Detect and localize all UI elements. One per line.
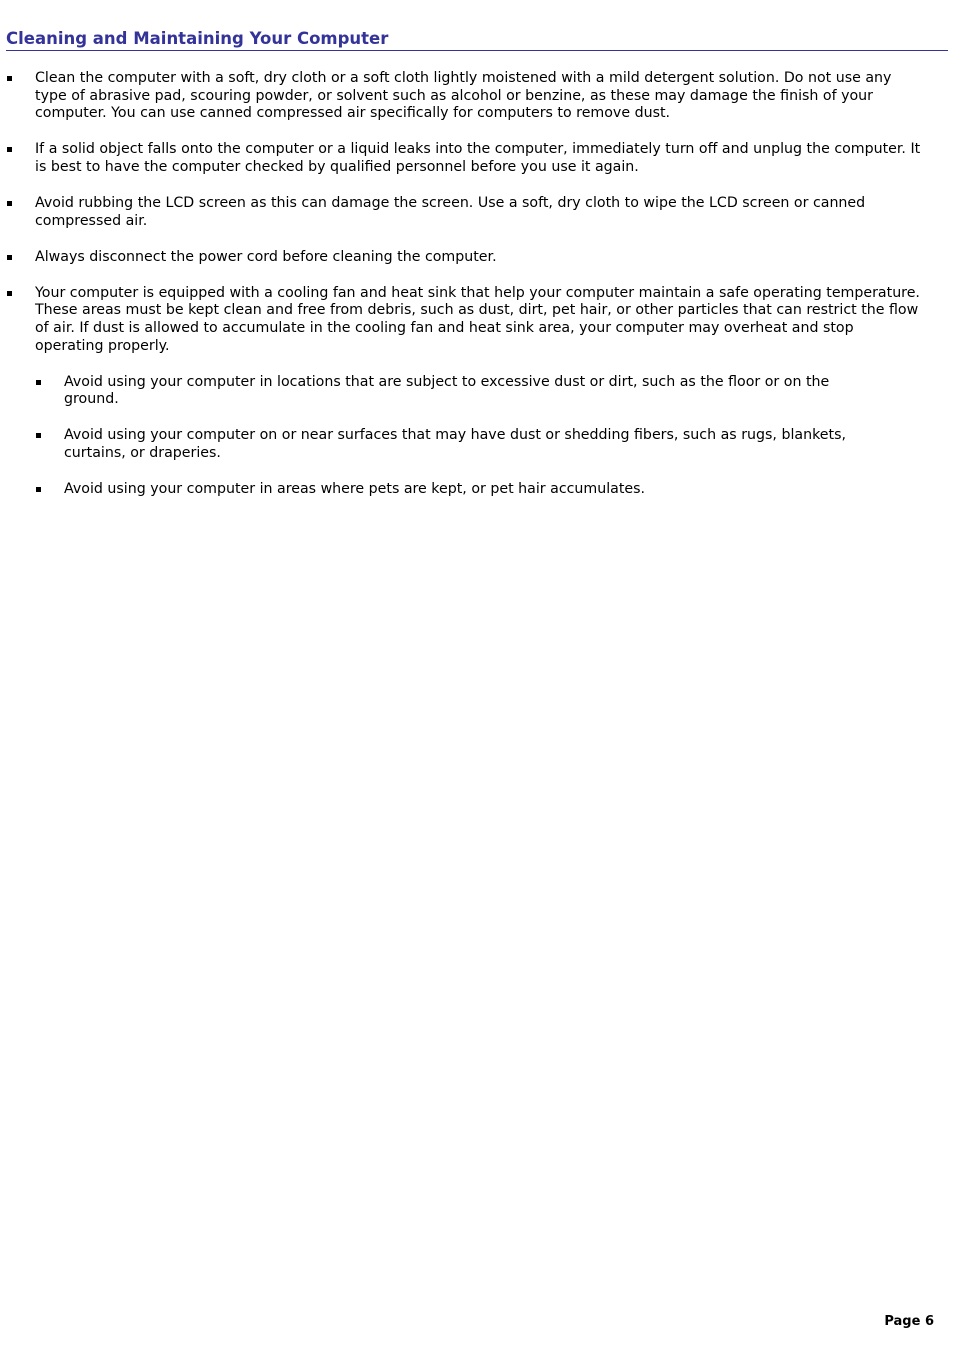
square-bullet-icon (7, 201, 12, 206)
list-item-text: If a solid object falls onto the computer or a liquid leaks into the computer, immediately turn off and unplug the computer. It is best to have the computer checked by qualified personnel before you use it again. (35, 141, 921, 175)
page-title: Cleaning and Maintaining Your Computer (6, 29, 948, 51)
page-number: Page 6 (884, 1314, 934, 1329)
sub-list-item-text: Avoid using your computer in locations that are subject to excessive dust or dirt, such as the floor or on the ground. (64, 373, 830, 408)
list-item-text: Clean the computer with a soft, dry cloth or a soft cloth lightly moistened with a mild detergent solution. Do not use any type of abrasive pad, scouring powder, or solvent such as alcohol or benzine, as these may damage the finish of your computer. You can use canned compressed air specifically for computers to remove dust. (35, 70, 892, 122)
list-item-text: Always disconnect the power cord before cleaning the computer. (35, 248, 497, 265)
square-bullet-icon (7, 291, 12, 296)
square-bullet-icon (36, 487, 41, 492)
bullet-list (0, 70, 954, 499)
square-bullet-icon (7, 255, 12, 260)
sub-list-item-text: Avoid using your computer on or near surfaces that may have dust or shedding fibers, such as rugs, blankets, curtains, or draperies. (64, 427, 846, 461)
list-item (0, 285, 954, 499)
square-bullet-icon (7, 76, 12, 81)
sub-bullet-list (35, 374, 922, 499)
sub-list-item (35, 481, 922, 499)
square-bullet-icon (7, 147, 12, 152)
square-bullet-icon (36, 380, 41, 385)
list-item (0, 141, 954, 176)
list-item-text: Your computer is equipped with a cooling fan and heat sink that help your computer maintain a safe operating temperature. These areas must be kept clean and free from debris, such as dust, dirt, pet hair, or other particles that can restrict the flow of air. If dust is allowed to accumulate in the cooling fan and heat sink area, your computer may overheat and stop operating properly. (35, 284, 920, 354)
list-item (0, 249, 954, 267)
list-item (0, 195, 954, 230)
sub-list-item (35, 374, 922, 409)
list-item-text: Avoid rubbing the LCD screen as this can damage the screen. Use a soft, dry cloth to wipe the LCD screen or canned compressed air. (35, 194, 866, 229)
list-item (0, 70, 954, 123)
sub-list-item-text: Avoid using your computer in areas where pets are kept, or pet hair accumulates. (64, 481, 646, 497)
square-bullet-icon (36, 433, 41, 438)
sub-list-item (35, 427, 922, 462)
content-area (0, 70, 954, 517)
